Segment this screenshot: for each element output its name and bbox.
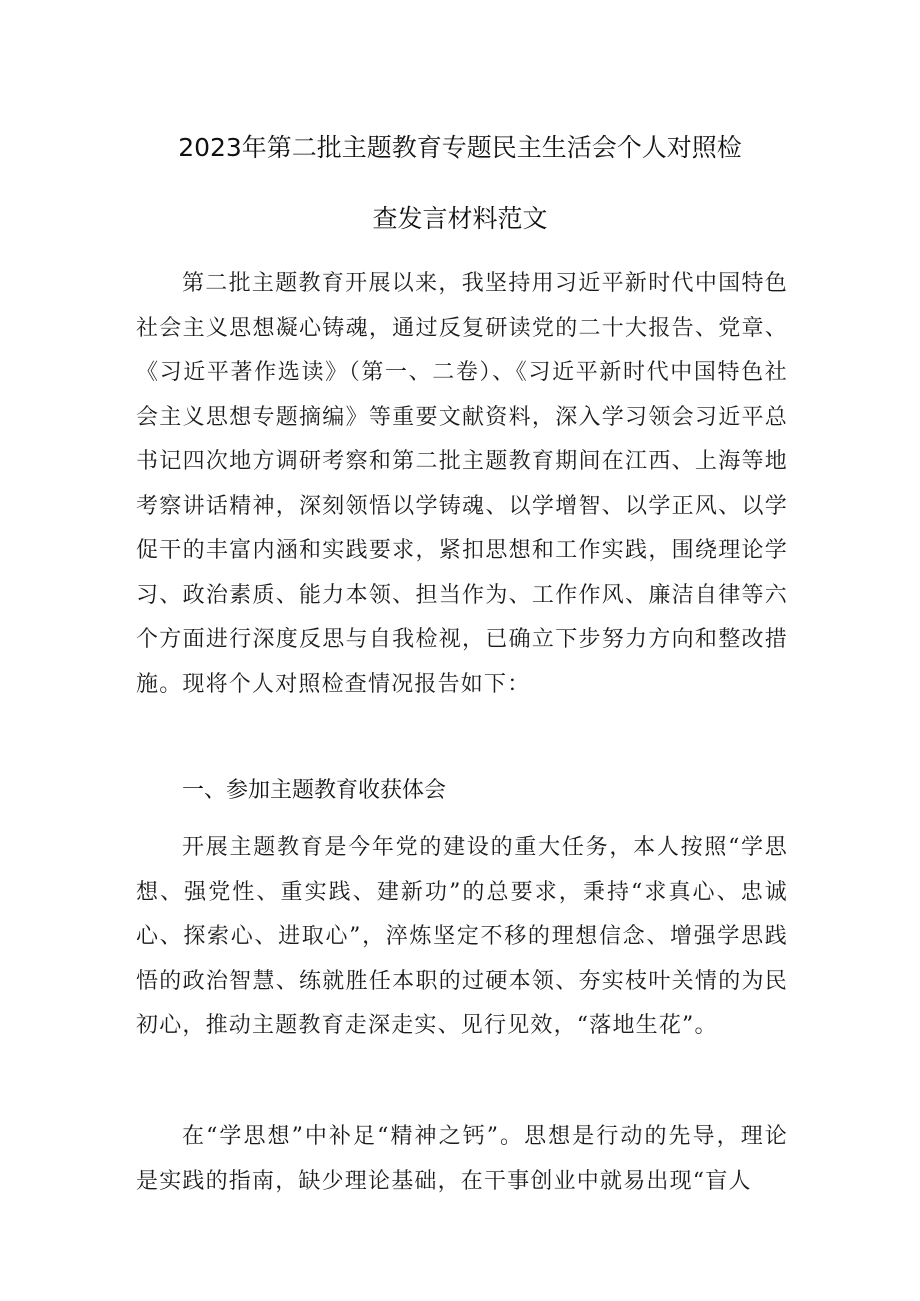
body-paragraph-1: 第二批主题教育开展以来，我坚持用习近平新时代中国特色社会主义思想凝心铸魂，通过反复研读党的二十大报告、党章、《习近平著作选读》（第一、二卷）、《习近平新时代中国特色社会主义思想专题摘编》等重要文献资料，深入学习领会习近平总书记四次地方调研考察和第二批主题教育期间在江西、上海等地考察讲话精神，深刻领悟以学铸魂、以学增智、以学正风、以学促干的丰富内涵和实践要求，紧扣思想和工作实践，围绕理论学习、政治素质、能力本领、担当作为、工作作风、廉洁自律等六个方面进行深度反思与自我检视，已确立下步努力方向和整改措施。现将个人对照检查情况报告如下： <box>136 271 788 697</box>
body-paragraph-2: 开展主题教育是今年党的建设的重大任务，本人按照“学思想、强党性、重实践、建新功”的总要求，秉持“求真心、忠诚心、探索心、进取心”，淬炼坚定不移的理想信念、增强学思践悟的政治智慧、练就胜任本职的过硬本领、夯实枝叶关情的为民初心，推动主题教育走深走实、见行见效，“落地生花”。 <box>136 835 788 1038</box>
body-paragraph-3: 在“学思想”中补足“精神之钙”。思想是行动的先导，理论是实践的指南，缺少理论基础，在干事创业中就易出现“盲人 <box>136 1124 788 1194</box>
document-title-line-1: 2023年第二批主题教育专题民主生活会个人对照检 <box>178 133 742 162</box>
document-title-line-2: 查发言材料范文 <box>372 204 548 233</box>
section-heading-1: 一、参加主题教育收获体会 <box>182 778 447 803</box>
